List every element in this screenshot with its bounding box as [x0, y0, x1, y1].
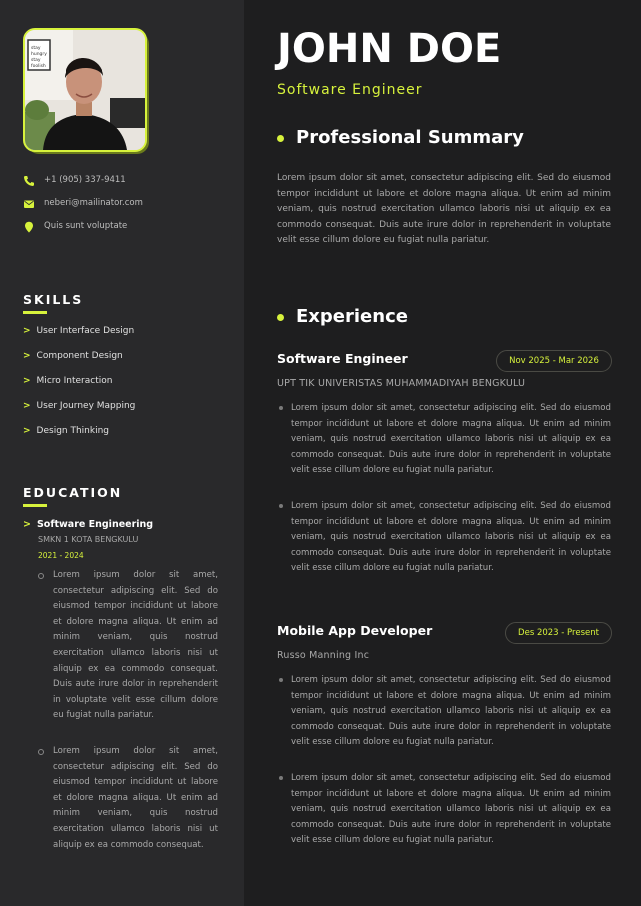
skill-label: Component Design: [36, 351, 123, 361]
location-pin-icon: [23, 221, 35, 233]
chevron-right-icon: >: [23, 351, 31, 361]
avatar: [23, 28, 147, 152]
education-degree: [23, 519, 153, 530]
bullet-dot-icon: [279, 406, 283, 410]
skill-item: [23, 401, 135, 411]
job-title: Mobile App Developer: [277, 623, 433, 638]
job-bullet: Lorem ipsum dolor sit amet, consectetur adipiscing elit. Sed do eiusmod tempor incididunt ut labore et dolore magna aliqua. Ut enim ad minim veniam, quis nostrud exercitation ullamco laboris nisi ut aliquip ex ea commodo consequat. Duis aute irure dolor in reprehenderit in voluptate velit esse cillum dolore eu fugiat nulla pariatur.: [291, 773, 611, 846]
degree-label: Software Engineering: [36, 519, 154, 530]
skill-item: [23, 376, 112, 386]
date-badge: Des 2023 - Present: [505, 622, 612, 644]
skill-item: [23, 351, 123, 361]
job-bullet: Lorem ipsum dolor sit amet, consectetur adipiscing elit. Sed do eiusmod tempor incididunt ut labore et dolore magna aliqua. Ut enim ad minim veniam, quis nostrud exercitation ullamco laboris nisi ut aliquip ex ea commodo consequat. Duis aute irure dolor in reprehenderit in voluptate velit esse cillum dolore eu fugiat nulla pariatur.: [291, 675, 611, 748]
address-text: Quis sunt voluptate: [44, 221, 128, 231]
education-years: 2021 - 2024: [38, 551, 84, 560]
job-bullet: Lorem ipsum dolor sit amet, consectetur adipiscing elit. Sed do eiusmod tempor incididunt ut labore et dolore magna aliqua. Ut enim ad minim veniam, quis nostrud exercitation ullamco laboris nisi ut aliquip ex ea commodo consequat. Duis aute irure dolor in reprehenderit in voluptate velit esse cillum dolore eu fugiat nulla pariatur.: [291, 501, 611, 574]
section-dot-icon: [277, 135, 284, 142]
job-bullet: Lorem ipsum dolor sit amet, consectetur adipiscing elit. Sed do eiusmod tempor incididunt ut labore et dolore magna aliqua. Ut enim ad minim veniam, quis nostrud exercitation ullamco laboris nisi ut aliquip ex ea commodo consequat. Duis aute irure dolor in reprehenderit in voluptate velit esse cillum dolore eu fugiat nulla pariatur.: [291, 403, 611, 476]
phone-icon: [23, 175, 35, 187]
chevron-right-icon: >: [23, 519, 31, 530]
person-name: JOHN DOE: [277, 26, 502, 72]
skills-heading: SKILLS: [23, 292, 84, 307]
summary-text: Lorem ipsum dolor sit amet, consectetur adipiscing elit. Sed do eiusmod tempor incididunt ut labore et dolore magna aliqua. Ut enim ad minim veniam, quis nostrud exercitation ullamco laboris nisi ut aliquip ex ea commodo consequat. Duis aute irure dolor in reprehenderit in voluptate velit esse cillum dolore eu fugiat nulla pariatur.: [277, 173, 611, 246]
bullet-dot-icon: [279, 776, 283, 780]
education-item: Lorem ipsum dolor sit amet, consectetur adipiscing elit. Sed do eiusmod tempor incididunt ut labore et dolore magna aliqua. Ut enim ad minim veniam, quis nostrud exercitation ullamco laboris nisi ut aliquip ex ea commodo consequat.: [53, 746, 218, 850]
summary-heading: Professional Summary: [296, 127, 524, 148]
chevron-right-icon: >: [23, 376, 31, 386]
skill-item: [23, 326, 134, 336]
job-title: Software Engineer: [277, 351, 408, 366]
chevron-right-icon: >: [23, 401, 31, 411]
skills-underline: [23, 311, 47, 314]
education-underline: [23, 504, 47, 507]
experience-heading: Experience: [296, 306, 408, 327]
bullet-dot-icon: [279, 678, 283, 682]
chevron-right-icon: >: [23, 326, 31, 336]
date-badge: Nov 2025 - Mar 2026: [496, 350, 612, 372]
skill-label: Micro Interaction: [36, 376, 113, 386]
section-dot-icon: [277, 314, 284, 321]
mail-icon: [23, 198, 35, 210]
chevron-right-icon: >: [23, 426, 31, 436]
poster-text-4: foolish: [31, 64, 46, 69]
poster-text-1: stay: [31, 46, 41, 51]
skill-label: User Interface Design: [36, 326, 135, 336]
poster-text-3: stay: [31, 58, 41, 63]
bullet-dot-icon: [279, 504, 283, 508]
education-item: Lorem ipsum dolor sit amet, consectetur adipiscing elit. Sed do eiusmod tempor incididunt ut labore et dolore magna aliqua. Ut enim ad minim veniam, quis nostrud exercitation ullamco laboris nisi ut aliquip ex ea commodo consequat. Duis aute irure dolor in reprehenderit in voluptate velit esse cillum dolore eu fugiat nulla pariatur.: [53, 570, 218, 721]
skill-item: [23, 426, 109, 436]
email-text: neberi@mailinator.com: [44, 198, 143, 208]
skill-label: Design Thinking: [36, 426, 110, 436]
company-name: Russo Manning Inc: [277, 650, 370, 661]
company-name: UPT TIK UNIVERISTAS MUHAMMADIYAH BENGKULU: [277, 378, 526, 389]
education-heading: EDUCATION: [23, 485, 123, 500]
profile-photo: [23, 28, 149, 154]
avatar-image: [25, 30, 145, 150]
education-school: SMKN 1 KOTA BENGKULU: [38, 535, 139, 544]
bullet-circle-icon: [38, 573, 44, 579]
skill-label: User Journey Mapping: [36, 401, 136, 411]
poster-text-2: hungry: [31, 52, 47, 57]
phone-text: +1 (905) 337-9411: [44, 175, 126, 185]
job-role: Software Engineer: [277, 82, 423, 98]
bullet-circle-icon: [38, 749, 44, 755]
